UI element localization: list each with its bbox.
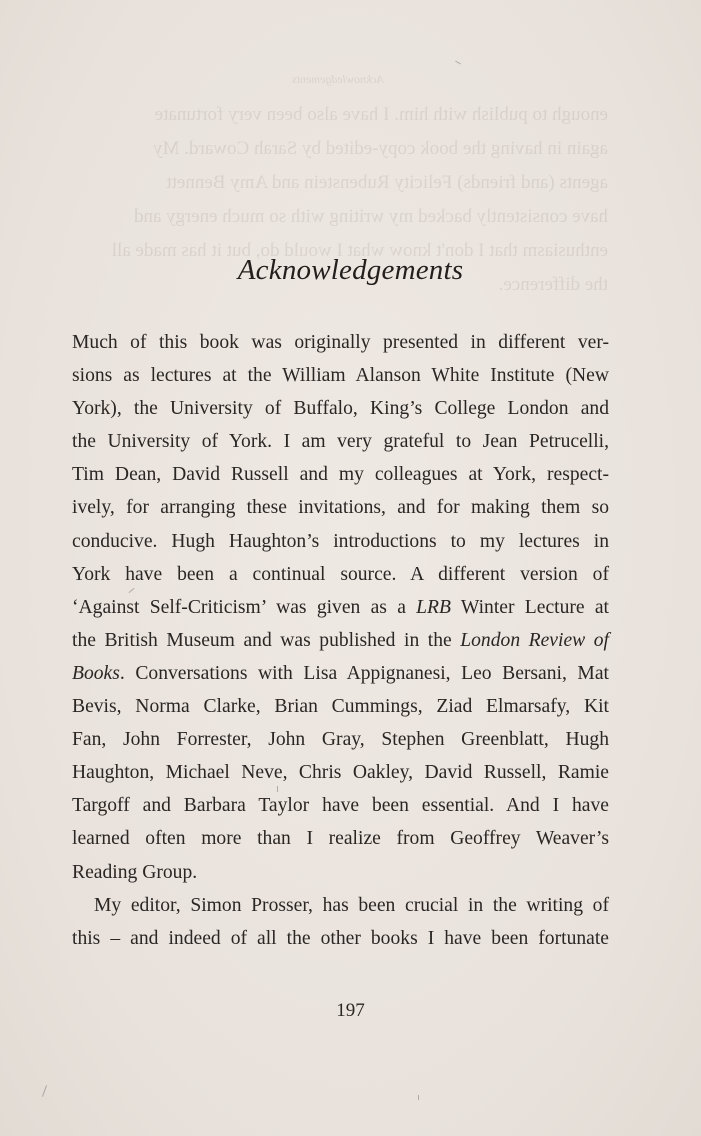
- text-line: [72, 591, 609, 624]
- bleed-through-line: have consistently backed my writing with so much energy and: [133, 206, 608, 227]
- text-line: Much of this book was originally presented in different ver-: [72, 332, 609, 353]
- text-line: Tim Dean, David Russell and my colleagues at York, respect-: [72, 464, 609, 486]
- bleed-through-line: enthusiasm that I don't know what I would do, but it has made all: [111, 240, 608, 261]
- text-line: York have been a continual source. A different version of: [72, 563, 609, 585]
- italic-text: Books: [72, 662, 120, 684]
- text-line: [72, 657, 609, 690]
- text-line: Targoff and Barbara Taylor have been essential. And I have: [72, 795, 609, 817]
- italic-text: London Review of: [460, 629, 609, 651]
- paper-speck: [455, 61, 461, 65]
- page-number: 197: [336, 1000, 365, 1021]
- paper-speck: [418, 1095, 419, 1100]
- italic-text: LRB: [416, 596, 451, 618]
- text-line: sions as lectures at the William Alanson White Institute (New: [72, 365, 609, 387]
- text-line: York), the University of Buffalo, King’s College London and: [72, 398, 609, 420]
- bleed-through-line: enough to publish with him. I have also been very fortunate: [154, 104, 608, 125]
- text-segment: Winter Lecture at: [451, 596, 610, 618]
- text-segment: the British Museum and was published in the: [72, 629, 461, 651]
- text-line: [72, 624, 609, 657]
- text-line: the University of York. I am very grateful to Jean Petrucelli,: [72, 431, 609, 453]
- bleed-through-header: Acknowledgements: [292, 72, 384, 86]
- text-line: Bevis, Norma Clarke, Brian Cummings, Ziad Elmarsafy, Kit: [72, 696, 609, 718]
- text-segment: ‘Against Self-Criticism’ was given as a: [72, 596, 417, 618]
- bleed-through-line: the difference.: [498, 274, 608, 295]
- bleed-through-line: agents (and friends) Felicity Rubenstein and Amy Bennett: [166, 172, 608, 193]
- text-line: conducive. Hugh Haughton’s introductions to my lectures in: [72, 530, 609, 552]
- text-line: learned often more than I realize from Geoffrey Weaver’s: [72, 828, 609, 850]
- text-line: this – and indeed of all the other books I have been fortunate: [72, 927, 609, 949]
- bleed-through-line: again in having the book copy-edited by Sarah Coward. My: [153, 138, 608, 159]
- paper-speck: [42, 1085, 47, 1097]
- text-segment: . Conversations with Lisa Appignanesi, Leo Bersani, Mat: [119, 662, 609, 684]
- text-line: My editor, Simon Prosser, has been crucial in the writing of: [94, 894, 609, 916]
- body-text: [72, 326, 609, 955]
- page-title: Acknowledgements: [237, 254, 464, 286]
- paper-speck: [277, 786, 278, 792]
- text-line: Reading Group.: [72, 861, 198, 883]
- text-line: Fan, John Forrester, John Gray, Stephen Greenblatt, Hugh: [72, 729, 609, 751]
- text-line: ively, for arranging these invitations, and for making them so: [72, 497, 609, 519]
- text-line: Haughton, Michael Neve, Chris Oakley, David Russell, Ramie: [72, 762, 609, 784]
